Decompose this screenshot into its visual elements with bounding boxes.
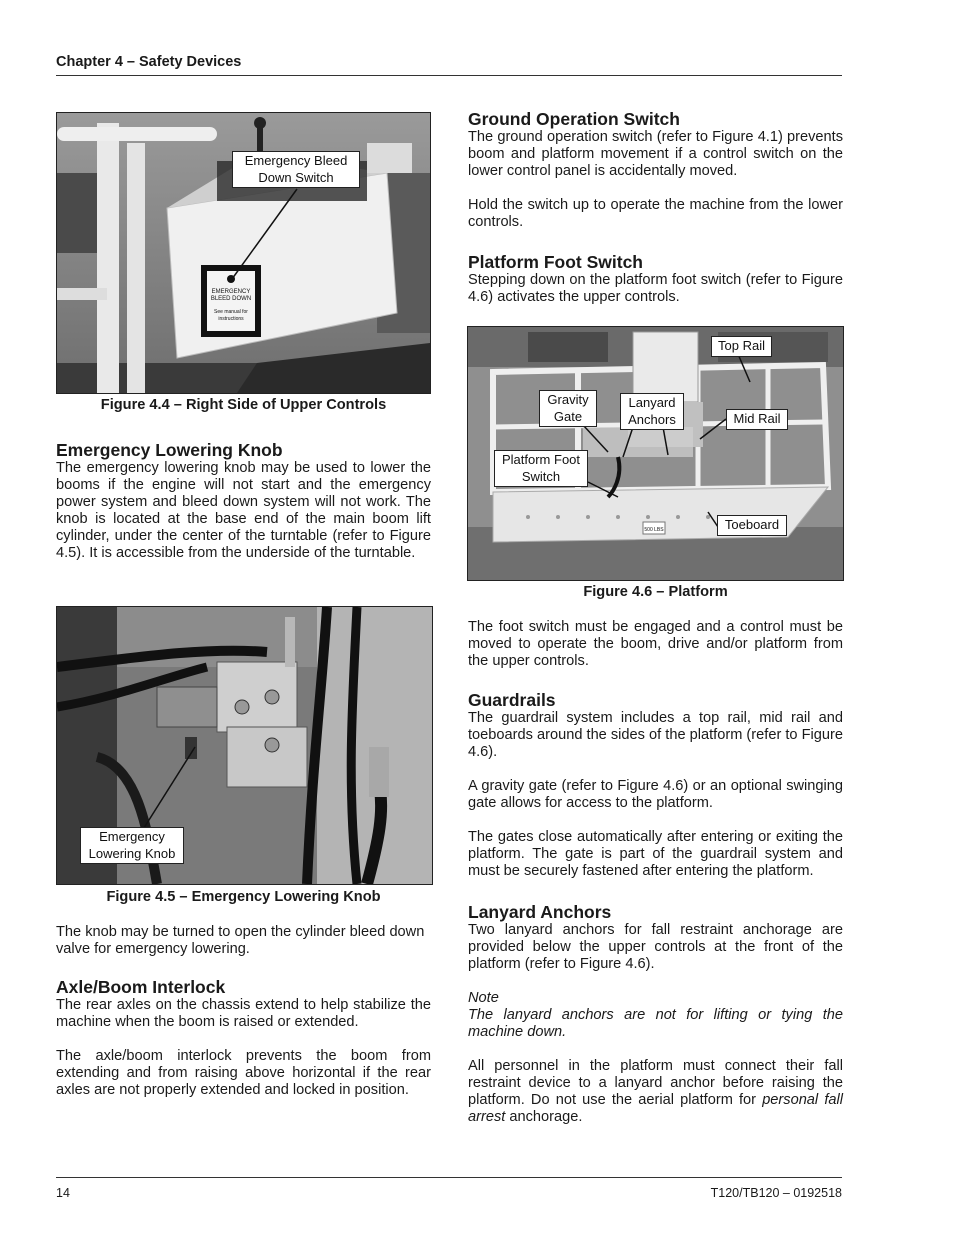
paragraph: Two lanyard anchors for fall restraint anchorage are provided below the upper controls at the front of the platform (refer to Figure 4.6). (468, 922, 843, 972)
chapter-title: Chapter 4 – Safety Devices (56, 54, 242, 70)
callout-line: Top Rail (718, 338, 765, 353)
sign-text-3: See manual for (214, 309, 248, 315)
callout-line: Gate (553, 408, 583, 424)
section-heading: Axle/Boom Interlock (56, 977, 226, 997)
paragraph (468, 1058, 843, 1126)
callout-line: Gravity (547, 392, 589, 407)
paragraph-foot-switch (468, 619, 843, 670)
paragraph: The knob may be turned to open the cylinder bleed down valve for emergency lowering. (56, 924, 425, 957)
paragraph: Hold the switch up to operate the machine from the lower controls. (468, 197, 843, 230)
section-ground-operation-switch (468, 109, 843, 231)
paragraph: The guardrail system includes a top rail, mid rail and toeboards around the sides of the platform (refer to Figure 4.6). (468, 710, 843, 760)
callout-lanyard-anchors (620, 393, 684, 430)
section-axle-boom-interlock (56, 977, 431, 1099)
callout-gravity-gate (539, 390, 597, 427)
callout-emergency-bleed-down-switch (232, 151, 360, 188)
note-label-text: Note (468, 990, 499, 1006)
paragraph: The rear axles on the chassis extend to help stabilize the machine when the boom is raised or extended. (56, 997, 431, 1030)
paragraph: Stepping down on the platform foot switch (refer to Figure 4.6) activates the upper controls. (468, 272, 843, 305)
callout-line: Down Switch (258, 169, 334, 185)
note-text-em: The lanyard anchors are not for lifting or tying the machine down. (468, 1007, 843, 1040)
note-text (468, 1007, 843, 1041)
callout-line: Emergency Bleed (244, 153, 348, 168)
section-emergency-lowering-knob (56, 440, 431, 562)
section-heading: Ground Operation Switch (468, 109, 680, 129)
section-heading: Guardrails (468, 690, 556, 710)
callout-line: Emergency (99, 829, 165, 844)
section-heading: Lanyard Anchors (468, 902, 612, 922)
footer-rule (56, 1177, 842, 1178)
section-lanyard-anchors (468, 902, 843, 1126)
callout-top-rail (711, 336, 772, 357)
section-guardrails (468, 690, 843, 880)
callout-mid-rail (726, 409, 788, 430)
callout-line: Platform Foot (501, 452, 581, 467)
section-heading: Platform Foot Switch (468, 252, 643, 272)
figure-4-6-caption: Figure 4.6 – Platform (583, 584, 728, 600)
sign-text-2: BLEED DOWN (210, 296, 252, 302)
header-rule (56, 75, 842, 76)
callout-line: Mid Rail (733, 411, 781, 426)
paragraph-knob (56, 924, 431, 958)
section-platform-foot-switch (468, 252, 843, 306)
text-run: anchorage. (505, 1109, 583, 1125)
note-label (468, 990, 843, 1007)
callout-line: Toeboard (724, 517, 780, 532)
callout-line: Lanyard (628, 395, 676, 410)
paragraph: The ground operation switch (refer to Figure 4.1) prevents boom and platform movement if a control switch on the lower control panel is accidentally moved. (468, 129, 843, 179)
paragraph: The emergency lowering knob may be used to lower the booms if the engine will not start and the emergency power system and bleed down system will not work. The knob is located at the base end of the main boom lift cylinder, under the center of the turntable (refer to Figure 4.5). It is accessible from the underside of the turntable. (56, 460, 431, 561)
text-run: All personnel in the platform must connect their fall restraint device to a lanyard anchor before raising the platform. Do not use the aerial platform for (468, 1058, 843, 1108)
figure-4-6-photo (467, 326, 844, 581)
sign-text-4: instructions (218, 316, 244, 322)
sign-text-1: EMERGENCY (211, 289, 251, 295)
section-heading: Emergency Lowering Knob (56, 440, 283, 460)
callout-platform-foot-switch (494, 450, 588, 487)
paragraph: A gravity gate (refer to Figure 4.6) or an optional swinging gate allows for access to the platform. (468, 778, 843, 811)
paragraph: The gates close automatically after entering or exiting the platform. The gate is part of the guardrail system and must be securely fastened after entering the platform. (468, 829, 843, 879)
page-number: 14 (56, 1186, 70, 1200)
callout-line: Anchors (628, 411, 676, 427)
callout-emergency-lowering-knob (80, 827, 184, 864)
capacity-plate-text: 500 LBS (644, 527, 664, 533)
paragraph: The axle/boom interlock prevents the boom from extending and from raising above horizontal if the rear axles are not properly extended and locked in position. (56, 1048, 431, 1098)
callout-line: Switch (521, 468, 561, 484)
callout-line: Lowering Knob (88, 845, 176, 861)
emphasis-personal-fall-arrest: personal fall arrest (468, 1092, 843, 1125)
paragraph: The foot switch must be engaged and a control must be moved to operate the boom, drive and/or platform from the upper controls. (468, 619, 843, 669)
figure-4-5-photo (56, 606, 433, 885)
figure-4-5-caption: Figure 4.5 – Emergency Lowering Knob (106, 889, 381, 905)
figure-4-4-caption: Figure 4.4 – Right Side of Upper Controls (100, 397, 387, 413)
document-id: T120/TB120 – 0192518 (710, 1186, 842, 1200)
figure-4-4-photo (56, 112, 431, 394)
callout-toeboard (717, 515, 787, 536)
